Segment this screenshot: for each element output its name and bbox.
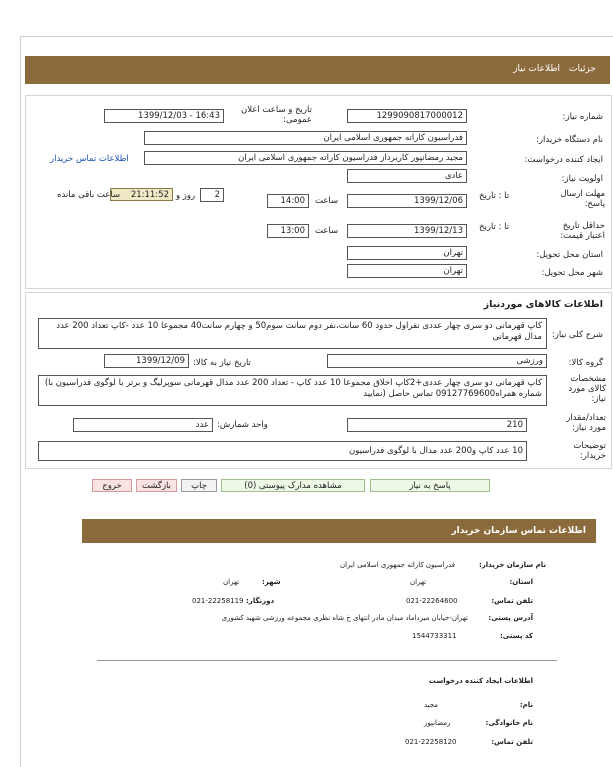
need-date-field: 1399/12/09 (104, 354, 189, 368)
validity-time-label: ساعت (315, 226, 339, 236)
contact-section-header (82, 519, 596, 543)
priority-label: اولویت نیاز: (561, 174, 603, 184)
contact-divider (97, 660, 557, 661)
creator-field: مجید رمضانپور کاربرداز فدراسیون کاراته جمهوری اسلامی ایران (144, 151, 467, 165)
unit-field: عدد (73, 418, 213, 432)
contact-phone: 021-22264600 (406, 597, 458, 605)
contact-org-label: نام سازمان خریدار: (478, 561, 546, 569)
contact-province-label: استان: (509, 578, 533, 586)
province-field: تهران (347, 246, 467, 260)
deadline-time-field: 14:00 (267, 194, 309, 208)
contact-address-label: آدرس پستی: (488, 614, 533, 622)
need-number-label: شماره نیاز: (562, 112, 603, 122)
goods-group-label: گروه کالا: (568, 358, 603, 368)
quantity-field: 210 (347, 418, 527, 432)
remaining-time-field: 21:11:52 (110, 188, 173, 201)
goods-title: اطلاعات کالاهای موردنیاز (483, 299, 603, 310)
buyer-org-label: نام دستگاه خریدار: (536, 135, 603, 145)
attachments-button[interactable]: مشاهده مدارک پیوستی (0) (221, 479, 365, 492)
creator-family-label: نام خانوادگی: (485, 719, 533, 727)
exit-button[interactable]: خروج (92, 479, 132, 492)
city-field: تهران (347, 264, 467, 278)
page-header (25, 56, 610, 84)
creator-phone-label: تلفن تماس: (491, 738, 533, 746)
creator-name-label: نام: (519, 701, 533, 709)
deadline-date-field: 1399/12/06 (347, 194, 467, 208)
need-date-label: تاریخ نیاز به کالا: (193, 358, 251, 368)
creator-info-title: اطلاعات ایجاد کننده درخواست (428, 677, 533, 685)
contact-section-title: اطلاعات تماس سازمان خریدار (451, 526, 586, 536)
contact-province: تهران (410, 578, 427, 586)
deadline-label: مهلت ارسال پاسخ: (560, 189, 605, 209)
top-divider (20, 36, 613, 37)
spec-field: کاپ قهرمانی دو سری چهار عددی+2کاپ اخلاق مجموعا 10 عدد کاپ - تعداد 200 عدد مدال قهرمانی سوپرلیگ و برتر با لوگوی فدراسیون با) شماره همراه09127769600 تماس حاصل (نمایید (38, 375, 547, 406)
validity-label: حداقل تاریخ اعتبار قیمت: (560, 221, 605, 241)
contact-city: تهران (223, 578, 240, 586)
print-button[interactable]: چاپ (181, 479, 217, 492)
unit-label: واحد شمارش: (217, 420, 268, 430)
need-number-field: 1299090817000012 (347, 109, 467, 123)
creator-label: ایجاد کننده درخواست: (524, 155, 603, 165)
contact-postal: 1544733311 (412, 632, 457, 640)
priority-field: عادی (347, 169, 467, 183)
spec-label: مشخصات کالای مورد نیاز: (568, 374, 606, 404)
quantity-label: تعداد/مقدار مورد نیاز: (566, 413, 606, 433)
days-left-field: 2 (200, 188, 224, 202)
deadline-time-label: ساعت (315, 196, 339, 206)
contact-address: تهران-خیابان میرداماد میدان مادر انتهای خ شاه نظری مجموعه ورزشی شهید کشوری (221, 614, 468, 622)
remaining-label: ساعت باقی مانده (57, 190, 121, 200)
city-label: شهر محل تحویل: (541, 268, 603, 278)
goods-group-field: ورزشی (327, 354, 547, 368)
buyer-org-field: فدراسیون کاراته جمهوری اسلامی ایران (144, 131, 467, 145)
general-desc-label: شرح کلی نیاز: (551, 330, 603, 340)
buyer-desc-field: 10 عدد کاپ و200 عدد مدال با لوگوی فدراسیون (38, 441, 527, 461)
creator-name: مجید (424, 701, 439, 709)
validity-to-date-label: تا : تاریخ (479, 222, 510, 232)
reply-button[interactable]: پاسخ به نیاز (370, 479, 490, 492)
contact-fax: 021-22258119 (192, 597, 244, 605)
contact-postal-label: کد پستی: (499, 632, 533, 640)
contact-fax-label: دورنگار: (246, 597, 275, 605)
creator-family: رمضانپور (424, 719, 451, 727)
left-border (20, 36, 21, 767)
contact-city-label: شهر: (262, 578, 281, 586)
contact-org: فدراسیون کاراته جمهوری اسلامی ایران (340, 561, 455, 569)
back-button[interactable]: بازگشت (136, 479, 177, 492)
day-label: روز و (176, 191, 196, 201)
announce-field: 1399/12/03 - 16:43 (104, 109, 224, 123)
announce-label: تاریخ و ساعت اعلان عمومی: (240, 105, 312, 125)
tab-details[interactable]: جزئیات (569, 64, 596, 74)
tab-need-info[interactable]: اطلاعات نیاز (513, 64, 560, 74)
deadline-to-date-label: تا : تاریخ (479, 191, 510, 201)
buyer-contact-link[interactable]: اطلاعات تماس خریدار (50, 154, 129, 164)
contact-section (82, 543, 596, 767)
creator-phone: 021-22258120 (405, 738, 457, 746)
validity-date-field: 1399/12/13 (347, 224, 467, 238)
validity-time-field: 13:00 (267, 224, 309, 238)
general-desc-field: کاپ قهرمانی دو سری چهار عددی نفراول حدود 60 سانت،نفر دوم سانت سوم50 و چهارم سانت40 مجموعا 10 عدد -کاپ تعداد 200 عدد مدال قهرمانی (38, 318, 547, 349)
province-label: استان محل تحویل: (536, 250, 603, 260)
contact-phone-label: تلفن تماس: (491, 597, 533, 605)
buyer-desc-label: توضیحات خریدار: (573, 441, 606, 461)
